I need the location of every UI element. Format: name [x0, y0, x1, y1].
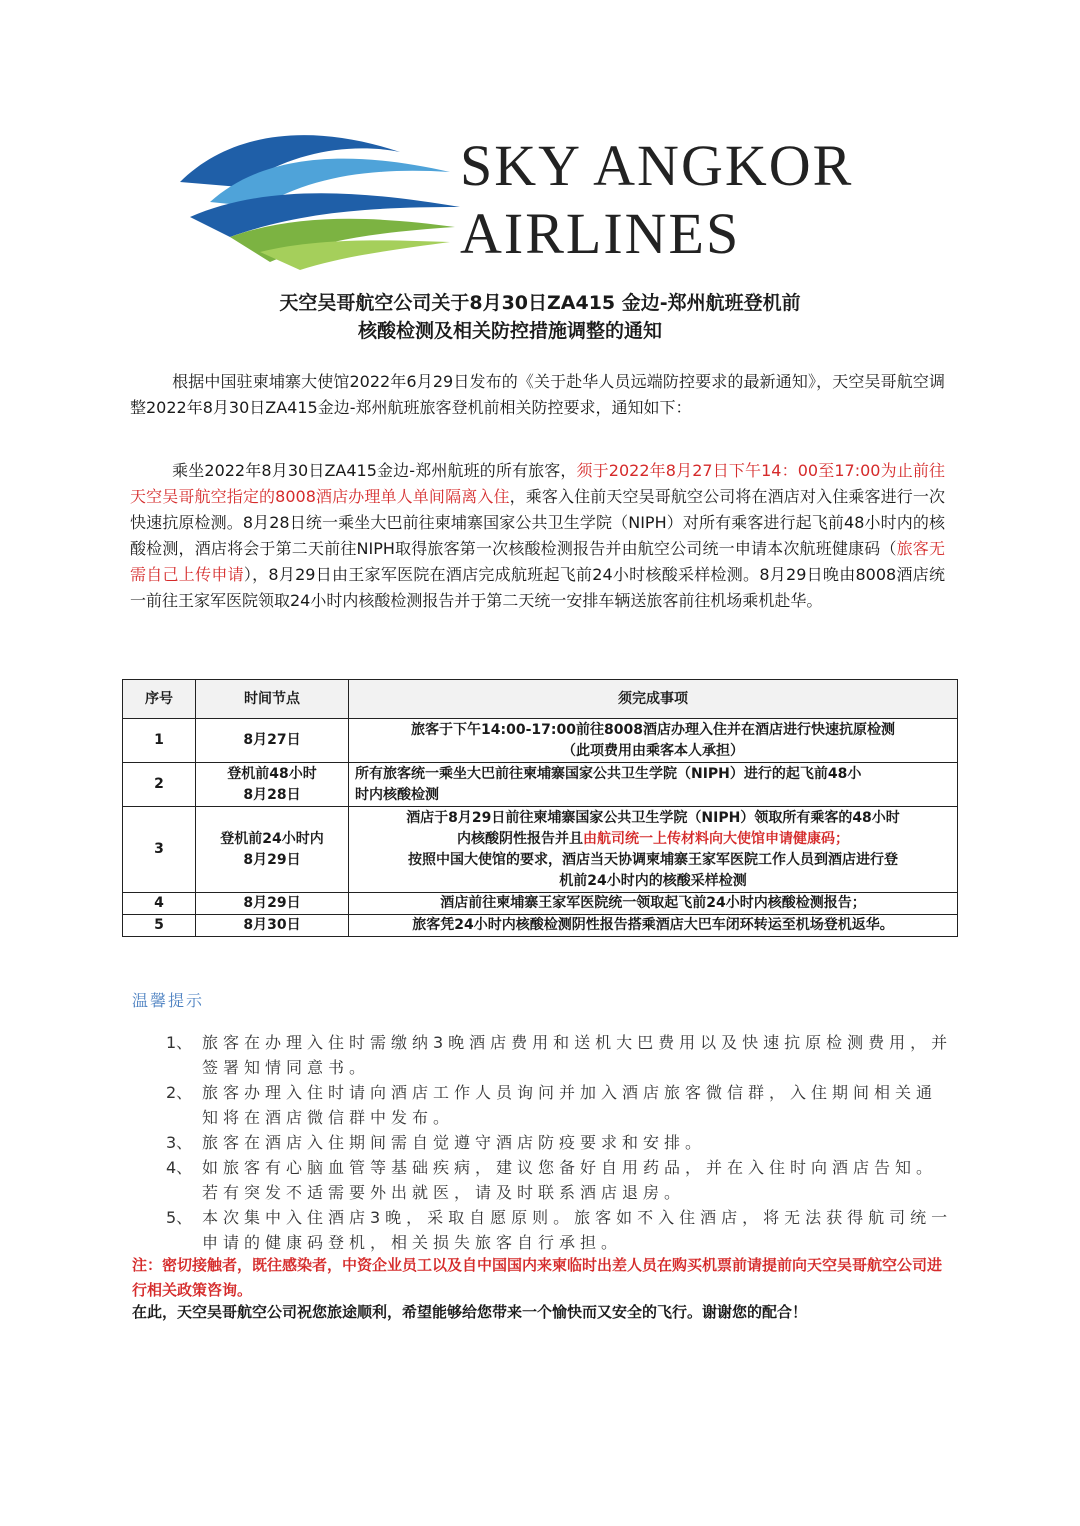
cell-task: [349, 807, 958, 893]
cell-no: 1: [123, 719, 196, 763]
time-line: 登机前24小时内: [220, 830, 324, 847]
item-text: 旅客在酒店入住期间需自觉遵守酒店防疫要求和安排。: [202, 1133, 707, 1152]
cell-time: [196, 763, 349, 807]
task-line: 机前24小时内的核酸采样检测: [559, 872, 747, 889]
cell-task: 酒店前往柬埔寨王家军医院统一领取起飞前24小时内核酸检测报告；: [349, 893, 958, 915]
task-line: 所有旅客统一乘坐大巴前往柬埔寨国家公共卫生学院（NIPH）进行的起飞前48小: [355, 765, 862, 782]
logo-line-2: AIRLINES: [460, 201, 741, 266]
item-number: 4、: [166, 1158, 193, 1177]
para2-text-e: ），8月29日由王家军医院在酒店完成航班起飞前24小时核酸采样检测。8月29日晚由8008酒店统一前往王家军医院领取24小时内核酸检测报告并于第二天统一安排车辆送旅客前往机场乘机赴华。: [130, 565, 945, 610]
para2-highlight-checkin: 须于2022年8月27日下午14：00至17:00为止前往天空吴哥航空指定的8008酒店办理单人单间隔离入住: [130, 461, 945, 506]
notice-title-line-2: 核酸检测及相关防控措施调整的通知: [357, 320, 662, 342]
cell-time: 8月30日: [196, 915, 349, 937]
time-line: 8月27日: [243, 732, 301, 748]
list-item: [166, 1155, 956, 1205]
header-task: 须完成事项: [349, 680, 958, 719]
task-text: 内核酸阴性报告并且: [457, 830, 583, 847]
item-number: 3、: [166, 1133, 193, 1152]
time-line: 登机前48小时: [227, 765, 317, 782]
list-item: [166, 1130, 956, 1155]
tips-list: [166, 1030, 956, 1255]
tips-heading: 温馨提示: [132, 991, 205, 1010]
task-line: [355, 829, 951, 850]
table-row: [123, 719, 958, 763]
cell-time: [196, 719, 349, 763]
item-number: 2、: [166, 1083, 193, 1102]
task-line: 旅客于下午14:00-17:00前往8008酒店办理入住并在酒店进行快速抗原检测: [411, 721, 895, 738]
list-item: [166, 1030, 956, 1080]
time-line: 8月28日: [243, 786, 301, 803]
logo-line-1: SKY ANGKOR: [460, 133, 854, 198]
task-line: （此项费用由乘客本人承担）: [562, 742, 744, 759]
table-row: [123, 915, 958, 937]
header-no: 序号: [123, 680, 196, 719]
item-number: 1、: [166, 1033, 193, 1052]
notice-title-line-1: 天空吴哥航空公司关于8月30日ZA415 金边-郑州航班登机前: [279, 292, 801, 314]
table-row: [123, 807, 958, 893]
para2-text-a: 乘坐2022年8月30日ZA415金边-郑州航班的所有旅客，: [172, 461, 577, 480]
cell-no: 5: [123, 915, 196, 937]
cell-time: [196, 807, 349, 893]
table-row: [123, 893, 958, 915]
cell-no: 3: [123, 807, 196, 893]
item-text: 旅客办理入住时请向酒店工作人员询问并加入酒店旅客微信群，入住期间相关通知将在酒店微信群中发布。: [202, 1083, 938, 1127]
list-item: [166, 1080, 956, 1130]
list-item: [166, 1205, 956, 1255]
cell-no: 2: [123, 763, 196, 807]
airline-logo: [170, 112, 900, 272]
closing-text: 在此，天空吴哥航空公司祝您旅途顺利，希望能够给您带来一个愉快而又安全的飞行。谢谢您的配合！: [132, 1303, 808, 1321]
cell-task: [349, 763, 958, 807]
schedule-table: [122, 679, 958, 937]
task-line: 时内核酸检测: [355, 786, 439, 803]
task-highlight: 由航司统一上传材料向大使馆申请健康码；: [583, 830, 849, 847]
cell-no: 4: [123, 893, 196, 915]
cell-time: 8月29日: [196, 893, 349, 915]
arrangement-paragraph: [130, 458, 945, 614]
time-line: 8月29日: [243, 851, 301, 868]
header-time: 时间节点: [196, 680, 349, 719]
intro-paragraph: [130, 369, 945, 421]
table-header-row: [123, 680, 958, 719]
table-row: [123, 763, 958, 807]
item-text: 旅客在办理入住时需缴纳3晚酒店费用和送机大巴费用以及快速抗原检测费用，并签署知情同意书。: [202, 1033, 953, 1077]
para2-highlight-no-upload: 旅客无需自己上传申请: [130, 539, 945, 584]
para2-text-c: ，乘客入住前天空吴哥航空公司将在酒店对入住乘客进行一次快速抗原检测。8月28日统一乘坐大巴前往柬埔寨国家公共卫生学院（NIPH）对所有乘客进行起飞前48小时内的核酸检测，酒店将会于第二天前往NIPH取得旅客第一次核酸检测报告并由航空公司统一申请本次航班健康码（: [130, 487, 945, 558]
item-text: 如旅客有心脑血管等基础疾病，建议您备好自用药品，并在入住时向酒店告知。若有突发不适需要外出就医，请及时联系酒店退房。: [202, 1158, 938, 1202]
task-line: 按照中国大使馆的要求，酒店当天协调柬埔寨王家军医院工作人员到酒店进行登: [408, 851, 898, 868]
intro-text: 根据中国驻柬埔寨大使馆2022年6月29日发布的《关于赴华人员远端防控要求的最新通知》，天空吴哥航空调整2022年8月30日ZA415金边-郑州航班旅客登机前相关防控要求，通知如下：: [130, 372, 945, 417]
item-text: 本次集中入住酒店3晚，采取自愿原则。旅客如不入住酒店，将无法获得航司统一申请的健康码登机，相关损失旅客自行承担。: [202, 1208, 953, 1252]
cell-task: 旅客凭24小时内核酸检测阴性报告搭乘酒店大巴车闭环转运至机场登机返华。: [349, 915, 958, 937]
cell-task: [349, 719, 958, 763]
wave-emblem-icon: [170, 112, 470, 272]
note-text: 注：密切接触者，既往感染者，中资企业员工以及自中国国内来柬临时出差人员在购买机票前请提前向天空吴哥航空公司进行相关政策咨询。: [132, 1256, 943, 1299]
task-line: 酒店于8月29日前往柬埔寨国家公共卫生学院（NIPH）领取所有乘客的48小时: [406, 809, 900, 826]
item-number: 5、: [166, 1208, 193, 1227]
